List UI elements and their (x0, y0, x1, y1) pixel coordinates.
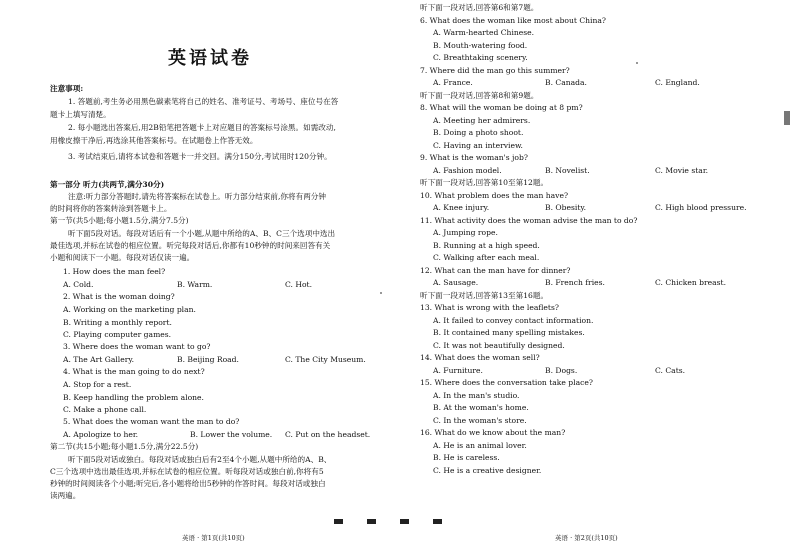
notes-line: 1. 答题前,考生务必用黑色碳素笔将自己的姓名、准考证号、考场号、座位号在答 (68, 97, 339, 106)
option: C. In the woman's store. (433, 415, 527, 425)
option-a: A. Furniture. (433, 365, 483, 375)
question: 8. What will the woman be doing at 8 pm? (420, 103, 583, 112)
notes-line: 3. 考试结束后,请将本试卷和答题卡一并交回。满分150分,考试用时120分钟。 (68, 152, 332, 161)
alignment-marks (334, 509, 466, 515)
option: C. Walking after each meal. (433, 253, 540, 262)
section2-intro: C三个选项中选出最佳选项,并标在试卷的相应位置。听每段对话或独白前,你将有5 (50, 467, 324, 476)
option-c: C. Playing computer games. (63, 330, 172, 339)
option-c: C. Cats. (655, 365, 686, 375)
option-c: C. The City Museum. (285, 355, 366, 364)
question: 12. What can the man have for dinner? (420, 265, 571, 275)
section-instruction: 听下面一段对话,回答第13至第16题。 (420, 290, 549, 300)
option-b: B. Dogs. (545, 365, 578, 375)
option-a: A. Cold. (63, 280, 94, 289)
option: A. Meeting her admirers. (433, 115, 531, 125)
notes-line: 2. 每小题选出答案后,用2B铅笔把答题卡上对应题目的答案标号涂黑。如需改动, (68, 123, 336, 132)
speck (380, 292, 382, 294)
option: A. Warm-hearted Chinese. (433, 28, 535, 37)
alignment-mark (334, 519, 343, 524)
option: B. Doing a photo shoot. (433, 128, 524, 137)
option: C. Breathtaking scenery. (433, 53, 528, 62)
option-a: A. Knee injury. (433, 203, 490, 212)
question: 11. What activity does the woman advise the man to do? (420, 215, 638, 225)
option: A. He is an animal lover. (433, 440, 527, 450)
question: 4. What is the man going to do next? (63, 367, 205, 376)
option-b: B. Warm. (177, 280, 213, 289)
scroll-marker (784, 111, 790, 125)
option-b: B. Writing a monthly report. (63, 318, 172, 327)
option-c: C. Hot. (285, 280, 313, 289)
option-a: A. Apologize to her. (63, 430, 139, 439)
section1-intro: 听下面5段对话。每段对话后有一个小题,从题中所给的A、B、C三个选项中选出 (68, 229, 336, 238)
speck (636, 62, 638, 64)
option-c: C. Make a phone call. (63, 405, 147, 414)
question: 3. Where does the woman want to go? (63, 342, 211, 351)
option-b: B. Canada. (545, 78, 587, 87)
alignment-mark (367, 519, 376, 524)
question: 2. What is the woman doing? (63, 292, 175, 301)
question: 10. What problem does the man have? (420, 190, 569, 200)
option-b: B. French fries. (545, 278, 605, 287)
question: 16. What do we know about the man? (420, 428, 566, 437)
option: B. Mouth-watering food. (433, 40, 528, 50)
option: B. It contained many spelling mistakes. (433, 328, 585, 337)
option-b: B. Keep handling the problem alone. (63, 393, 204, 402)
section1-heading: 第一节(共5小题;每小题1.5分,满分7.5分) (50, 216, 189, 225)
option-c: C. Put on the headset. (285, 430, 371, 439)
question: 14. What does the woman sell? (420, 353, 540, 362)
section1-intro: 最佳选项,并标在试卷的相应位置。听完每段对话后,你都有10秒钟的时间来回答有关 (50, 241, 331, 250)
option-b: B. Novelist. (545, 165, 590, 175)
section1-intro: 小题和阅读下一小题。每段对话仅读一遍。 (50, 253, 195, 262)
section2-intro: 听下面5段对话或独白。每段对话或独白后有2至4个小题,从题中所给的A、B、 (68, 455, 332, 464)
part1-intro: 的时间将你的答案转涂到答题卡上。 (50, 204, 172, 213)
question: 1. How does the man feel? (63, 267, 166, 276)
option: A. Jumping rope. (433, 228, 498, 237)
option-a: A. Fashion model. (433, 165, 502, 175)
question: 5. What does the woman want the man to do? (63, 417, 240, 426)
option: B. At the woman's home. (433, 403, 529, 412)
question: 6. What does the woman like most about China? (420, 15, 606, 25)
footer-page-1: 英语 · 第1页(共10页) (182, 534, 245, 542)
option-c: C. Movie star. (655, 165, 709, 175)
option: C. He is a creative designer. (433, 465, 542, 475)
question: 15. Where does the conversation take place? (420, 378, 593, 387)
alignment-mark (400, 519, 409, 524)
footer-page-2: 英语 · 第2页(共10页) (555, 534, 618, 542)
option: C. Having an interview. (433, 140, 523, 150)
option-b: B. Beijing Road. (177, 355, 239, 364)
section2-heading: 第二节(共15小题;每小题1.5分,满分22.5分) (50, 442, 199, 451)
question: 7. Where did the man go this summer? (420, 65, 570, 75)
section-instruction: 听下面一段对话,回答第8和第9题。 (420, 90, 539, 100)
section2-intro: 秒钟的时间阅读各个小题;听完后,各小题将给出5秒钟的作答时间。每段对话或独白 (50, 479, 326, 488)
notes-line: 题卡上填写清楚。 (50, 110, 111, 119)
section-instruction: 听下面一段对话,回答第10至第12题。 (420, 178, 549, 187)
exam-title: 英语试卷 (168, 48, 252, 69)
option-a: A. Stop for a rest. (63, 380, 132, 389)
option-c: C. Chicken breast. (655, 278, 727, 287)
option-a: A. France. (433, 78, 473, 87)
option: B. Running at a high speed. (433, 240, 540, 250)
part1-heading: 第一部分 听力(共两节,满分30分) (50, 180, 165, 189)
option-c: C. High blood pressure. (655, 203, 747, 212)
option: C. It was not beautifully designed. (433, 340, 565, 350)
section-instruction: 听下面一段对话,回答第6和第7题。 (420, 3, 539, 12)
option-a: A. Working on the marketing plan. (63, 305, 196, 314)
question: 13. What is wrong with the leaflets? (420, 303, 559, 312)
notes-line: 用橡皮擦干净后,再选涂其他答案标号。在试题卷上作答无效。 (50, 136, 258, 145)
option-a: A. Sausage. (433, 278, 479, 287)
question: 9. What is the woman's job? (420, 153, 528, 162)
option: A. It failed to convey contact information. (433, 315, 594, 325)
option-c: C. England. (655, 78, 700, 87)
option-b: B. Obesity. (545, 203, 587, 212)
section2-intro: 读两遍。 (50, 491, 81, 500)
part1-intro: 注意:听力部分答题时,请先将答案标在试卷上。听力部分结束前,你将有两分钟 (68, 192, 326, 201)
alignment-mark (433, 519, 442, 524)
option-b: B. Lower the volume. (190, 430, 273, 439)
notes-heading: 注意事项: (50, 84, 84, 93)
option-a: A. The Art Gallery. (63, 355, 135, 364)
option: A. In the man's studio. (433, 390, 520, 400)
option: B. He is careless. (433, 453, 500, 462)
